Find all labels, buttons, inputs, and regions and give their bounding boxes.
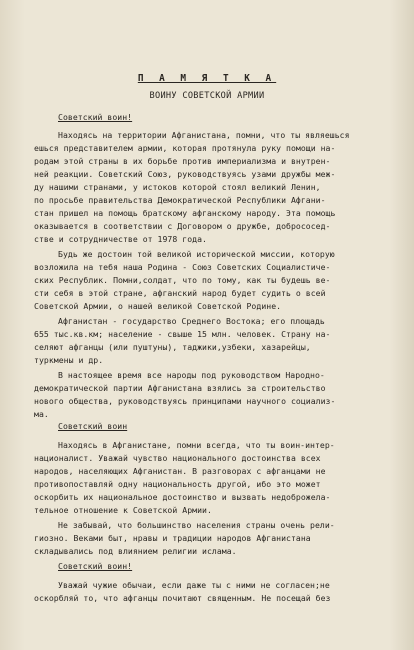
text-line: оказывается в соответствии с Договором о дружбе, добрососед- [34,221,331,231]
text-line: националист. Уважай чувство национального достоинства всех [34,453,321,463]
section-heading: Советский воин! [58,561,133,571]
text-line: противопоставляй одну национальность другой, ибо это может [34,479,321,489]
text-line: Не забывай, что большинство населения страны очень рели- [58,520,335,530]
text-line: ней реакции. Советский Союз, руководствуясь узами дружбы меж- [34,169,336,179]
text-line: демократической партии Афганистана взялись за строительство [34,383,326,393]
text-line: Находясь в Афганистане, помни всегда, что ты воин-интер- [58,440,335,450]
text-line: ма. [34,409,49,419]
text-line: 655 тыс.кв.км; население - свыше 15 млн. человек. Страну на- [34,329,331,339]
text-line: стан пришел на помощь братскому афганскому народу. Эта помощь [34,208,336,218]
text-line: стве и сотрудничестве от 1978 года. [34,234,207,244]
document-subtitle: ВОИНУ СОВЕТСКОЙ АРМИИ [149,91,265,101]
text-line: Советской Армии, о нашей великой Советской Родине. [34,301,282,311]
text-line: Будь же достоин той великой исторической миссии, которую [58,249,335,259]
text-line: В настоящее время все народы под руководством Народно- [58,370,325,380]
text-line: ских Республик. Помни,солдат, что по тому, как ты будешь ве- [34,275,331,285]
text-line: туркмены и др. [34,355,104,365]
text-line: по просьбе правительства Демократической Республики Афгани- [34,195,326,205]
section-heading: Советский воин! [58,112,133,122]
text-line: складывались под влиянием религии ислама. [34,546,237,556]
text-line: Афганистан - государство Среднего Востока; его площадь [58,316,325,326]
text-line: ду нашими странами, у истоков которой стоял великий Ленин, [34,182,321,192]
document-title: П А М Я Т К А [137,73,277,84]
text-line: тельное отношение к Советской Армии. [34,505,212,515]
text-line: оскорбляй то, что афганцы почитают священным. Не посещай без [34,593,331,603]
text-line: гиозно. Веками быт, нравы и традиции народов Афганистана [34,533,311,543]
text-line: ешься представителем армии, которая протянула руку помощи на- [34,143,336,153]
text-line: Уважай чужие обычаи, если даже ты с ними не согласен;не [58,580,330,590]
text-line: Находясь на территории Афганистана, помни, что ты являешься [58,130,350,140]
section-heading: Советский воин [58,421,128,431]
text-line: возложила на тебя наша Родина - Союз Советских Социалистиче- [34,262,331,272]
text-line: селяют афганцы (или пуштуны), таджики,узбеки, хазарейцы, [34,342,311,352]
text-line: оскорбить их национальное достоинство и вызвать недоброжела- [34,492,331,502]
text-line: нового общества, руководствуясь принципами научного социализ- [34,396,336,406]
text-line: сти себя в этой стране, афганский народ будет судить о всей [34,288,326,298]
text-line: родам этой страны в их борьбе против империализма и внутрен- [34,156,331,166]
text-line: народов, населяющих Афганистан. В разговорах с афганцами не [34,466,326,476]
